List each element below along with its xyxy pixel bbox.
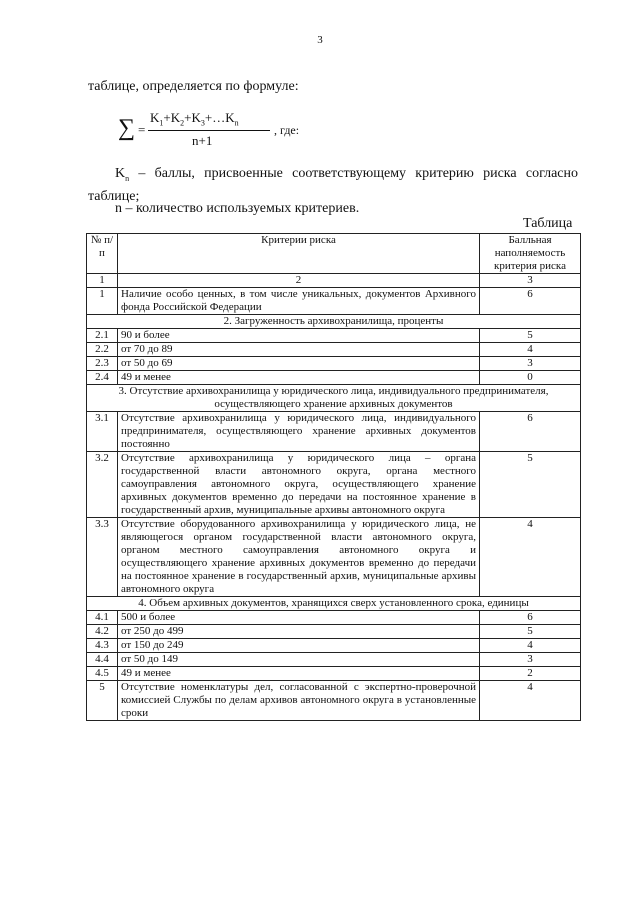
row-number: 2.3 (87, 357, 118, 371)
table-row (87, 625, 581, 639)
criterion-text: от 250 до 499 (118, 625, 480, 639)
row-number: 4.3 (87, 639, 118, 653)
criterion-text: 49 и менее (118, 371, 480, 385)
risk-criteria-table (86, 233, 581, 721)
table-row (87, 518, 581, 597)
table-caption: Таблица (523, 216, 573, 231)
row-number: 2.1 (87, 329, 118, 343)
formula-numerator: $K_1+K_2+K_3+\dots K_n$ (150, 110, 239, 128)
page-number: 3 (317, 34, 323, 46)
index-cell: 2 (118, 274, 480, 288)
score-value: 4 (480, 639, 581, 653)
score-value: 3 (480, 653, 581, 667)
index-cell: 3 (480, 274, 581, 288)
criterion-text: Отсутствие архивохранилища у юридического лица – органа государственной власти автономного округа, органа местного самоуправления автономного округа, осуществляющего хранение архивных документов временно до передачи на постоянное хранение в государственный архив, муниципальные архивы автономного округа (118, 452, 480, 518)
section-title: 4. Объем архивных документов, хранящихся сверх установленного срока, единицы (87, 597, 581, 611)
table-row (87, 329, 581, 343)
table-section-row (87, 385, 581, 412)
header-criteria: Критерии риска (118, 234, 480, 274)
header-number: № п/п (87, 234, 118, 274)
sigma-symbol: ∑ (118, 115, 136, 141)
kn-definition: $K_n$ – баллы, присвоенные соответствующему критерию риска согласно таблице; (88, 166, 578, 204)
row-number: 4.2 (87, 625, 118, 639)
formula-equals: = (138, 122, 146, 137)
row-number: 3.1 (87, 412, 118, 452)
formula-tail: , где: (274, 123, 300, 137)
table-row (87, 452, 581, 518)
n-definition: n – количество используемых критериев. (115, 201, 360, 216)
formula (118, 110, 358, 150)
score-value: 6 (480, 611, 581, 625)
table-section-row (87, 597, 581, 611)
score-value: 0 (480, 371, 581, 385)
table-row (87, 412, 581, 452)
score-value: 5 (480, 329, 581, 343)
table-index-row (87, 274, 581, 288)
criterion-text: 90 и более (118, 329, 480, 343)
criterion-text: от 50 до 69 (118, 357, 480, 371)
row-number: 4.4 (87, 653, 118, 667)
table-row (87, 343, 581, 357)
score-value: 4 (480, 518, 581, 597)
row-number: 5 (87, 681, 118, 721)
row-number: 2.4 (87, 371, 118, 385)
formula-denominator: n+1 (192, 133, 213, 148)
criterion-text: 49 и менее (118, 667, 480, 681)
section-title: 2. Загруженность архивохранилища, проценты (87, 315, 581, 329)
table-body (87, 288, 581, 721)
criterion-text: 500 и более (118, 611, 480, 625)
criterion-text: Отсутствие номенклатуры дел, согласованной с экспертно-проверочной комиссией Службы по делам архивов автономного округа в установленные сроки (118, 681, 480, 721)
score-value: 5 (480, 452, 581, 518)
table-row (87, 357, 581, 371)
score-value: 2 (480, 667, 581, 681)
row-number: 4.5 (87, 667, 118, 681)
criterion-text: от 150 до 249 (118, 639, 480, 653)
table-row (87, 611, 581, 625)
criterion-text: Отсутствие архивохранилища у юридического лица, индивидуального предпринимателя, осуществляющего хранение архивных документов постоянно (118, 412, 480, 452)
table-header-row (87, 234, 581, 274)
criterion-text: от 50 до 149 (118, 653, 480, 667)
row-number: 3.3 (87, 518, 118, 597)
table-row (87, 653, 581, 667)
intro-text: таблице, определяется по формуле: (88, 79, 299, 94)
fraction-bar (148, 130, 270, 131)
index-cell: 1 (87, 274, 118, 288)
row-number: 2.2 (87, 343, 118, 357)
table-row (87, 639, 581, 653)
criterion-text: от 70 до 89 (118, 343, 480, 357)
score-value: 4 (480, 681, 581, 721)
score-value: 4 (480, 343, 581, 357)
criterion-text: Наличие особо ценных, в том числе уникальных, документов Архивного фонда Российской Федерации (118, 288, 480, 315)
row-number: 3.2 (87, 452, 118, 518)
score-value: 6 (480, 288, 581, 315)
header-score: Балльная наполняемость критерия риска (480, 234, 581, 274)
table-row (87, 371, 581, 385)
table-row (87, 681, 581, 721)
row-number: 4.1 (87, 611, 118, 625)
score-value: 5 (480, 625, 581, 639)
table-row (87, 667, 581, 681)
criterion-text: Отсутствие оборудованного архивохранилища у юридического лица, не являющегося органом государственной власти автономного округа, органом местного самоуправления автономного округа и осуществляющего хранение архивных документов временно до передачи на постоянное хранение в государственный архив, муниципальные архивы автономного округа (118, 518, 480, 597)
row-number: 1 (87, 288, 118, 315)
table-row (87, 288, 581, 315)
score-value: 3 (480, 357, 581, 371)
score-value: 6 (480, 412, 581, 452)
section-title: 3. Отсутствие архивохранилища у юридического лица, индивидуального предпринимателя, осуществляющего хранение архивных документов (87, 385, 581, 412)
table-section-row (87, 315, 581, 329)
